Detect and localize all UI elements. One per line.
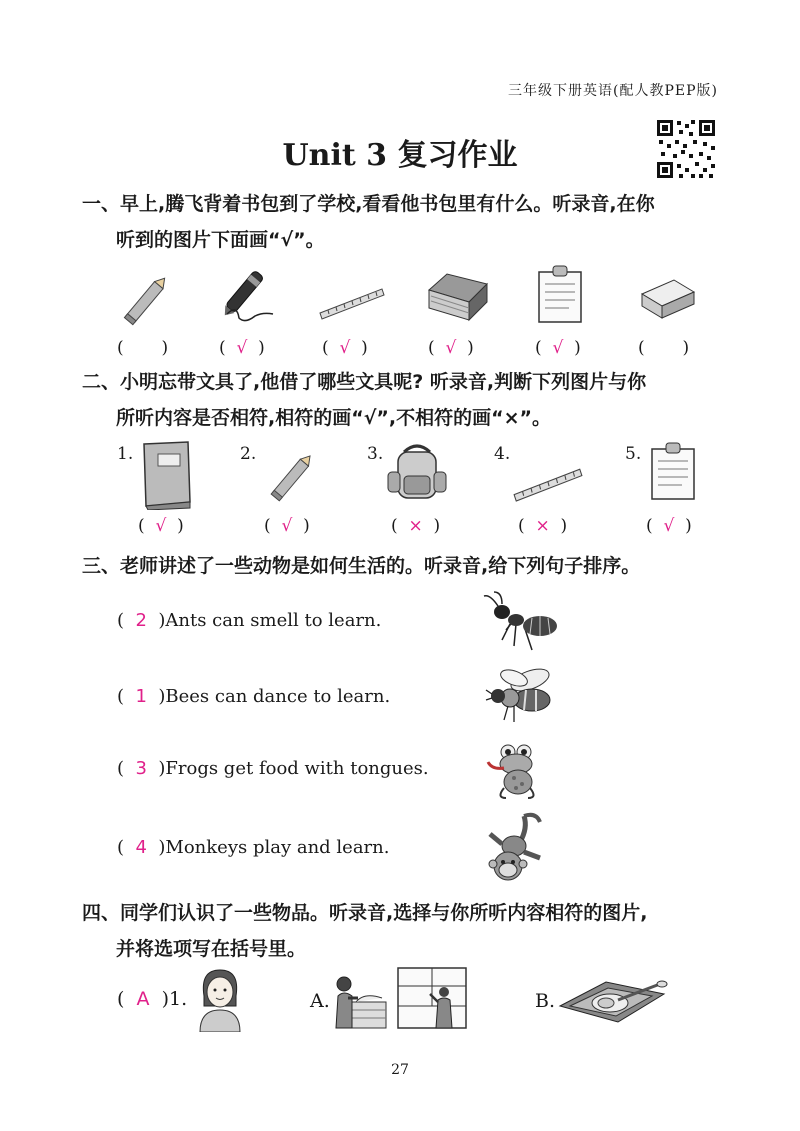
eraser-icon	[638, 276, 698, 322]
sentence-row-2: ( 1 )Bees can dance to learn.	[117, 686, 391, 707]
pencil-icon	[117, 270, 177, 330]
answer-blank-4[interactable]: ( √ )	[428, 338, 474, 358]
answer-value: ×	[408, 516, 423, 536]
section4-line1: 四、同学们认识了一些物品。听录音,选择与你所听内容相符的图片,	[82, 902, 648, 924]
answer-blank-q1[interactable]: ( √ )	[138, 516, 184, 536]
pencil-icon	[264, 448, 322, 506]
order-answer[interactable]: 2	[135, 610, 147, 631]
section4-instructions	[82, 895, 647, 967]
sentence-text: )Bees can dance to learn.	[158, 686, 391, 707]
question-label: )1.	[161, 988, 188, 1010]
answer-value: ×	[535, 516, 550, 536]
answer-blank-q2[interactable]: ( √ )	[264, 516, 310, 536]
sentence-text: )Monkeys play and learn.	[158, 837, 390, 858]
answer-value: √	[445, 338, 457, 358]
answer-value: √	[236, 338, 248, 358]
order-answer[interactable]: 4	[135, 837, 147, 858]
order-answer[interactable]: 3	[135, 758, 147, 779]
frog-icon	[484, 740, 546, 802]
notepad-icon	[535, 264, 585, 326]
item-number-1: 1.	[117, 444, 134, 464]
monkey-icon	[484, 812, 548, 886]
answer-blank-6[interactable]: ( )	[638, 338, 690, 358]
section4-line2: 并将选项写在括号里。	[116, 938, 307, 960]
answer-blank-q3[interactable]: ( × )	[391, 516, 441, 536]
ruler-icon	[318, 283, 386, 321]
page-number: 27	[391, 1062, 409, 1078]
section2-instructions	[82, 364, 646, 436]
answer-blank-q4[interactable]: ( × )	[518, 516, 568, 536]
question-row-1: ( A )1.	[117, 988, 188, 1010]
section1-instructions	[82, 186, 655, 258]
person-at-window-icon	[394, 966, 470, 1032]
pen-icon	[215, 262, 277, 326]
backpack-icon	[386, 442, 448, 506]
answer-blank-2[interactable]: ( √ )	[219, 338, 265, 358]
answer-value: √	[281, 516, 293, 536]
section2-line1: 二、小明忘带文具了,他借了哪些文具呢? 听录音,判断下列图片与你	[82, 371, 647, 393]
ruler-icon	[512, 462, 584, 504]
sentence-text: )Frogs get food with tongues.	[158, 758, 429, 779]
option-a-label: A.	[310, 990, 330, 1012]
answer-blank-3[interactable]: ( √ )	[322, 338, 368, 358]
ant-icon	[480, 590, 560, 658]
option-b-label: B.	[535, 990, 556, 1012]
sentence-text: )Ants can smell to learn.	[158, 610, 382, 631]
book-icon	[425, 270, 491, 326]
answer-blank-q5[interactable]: ( √ )	[646, 516, 692, 536]
answer-blank-1[interactable]: ( )	[117, 338, 169, 358]
answer-blank-5[interactable]: ( √ )	[535, 338, 581, 358]
page-title: Unit 3 复习作业	[282, 138, 518, 173]
item-number-3: 3.	[367, 444, 384, 464]
plate-with-spoon-icon	[556, 976, 668, 1028]
qr-code-icon	[655, 118, 717, 180]
section1-line1: 一、早上,腾飞背着书包到了学校,看看他书包里有什么。听录音,在你	[82, 193, 655, 215]
item-number-4: 4.	[494, 444, 511, 464]
answer-value: √	[552, 338, 564, 358]
answer-value: √	[155, 516, 167, 536]
item-number-5: 5.	[625, 444, 642, 464]
choice-answer[interactable]: A	[136, 988, 150, 1010]
bee-icon	[484, 666, 556, 724]
girl-icon	[196, 966, 244, 1032]
item-number-2: 2.	[240, 444, 257, 464]
section2-line2: 所听内容是否相符,相符的画“√”,不相符的画“×”。	[116, 407, 551, 429]
order-answer[interactable]: 1	[135, 686, 147, 707]
answer-value: √	[339, 338, 351, 358]
sentence-row-1: ( 2 )Ants can smell to learn.	[117, 610, 382, 631]
header-note: 三年级下册英语(配人教PEP版)	[508, 83, 718, 99]
sentence-row-4: ( 4 )Monkeys play and learn.	[117, 837, 390, 858]
notebook-icon	[138, 440, 194, 510]
notepad-icon	[648, 440, 698, 504]
sentence-row-3: ( 3 )Frogs get food with tongues.	[117, 758, 429, 779]
person-at-box-icon	[330, 968, 390, 1030]
section3-heading: 三、老师讲述了一些动物是如何生活的。听录音,给下列句子排序。	[82, 555, 641, 577]
section1-line2: 听到的图片下面画“√”。	[116, 229, 325, 251]
answer-value: √	[663, 516, 675, 536]
